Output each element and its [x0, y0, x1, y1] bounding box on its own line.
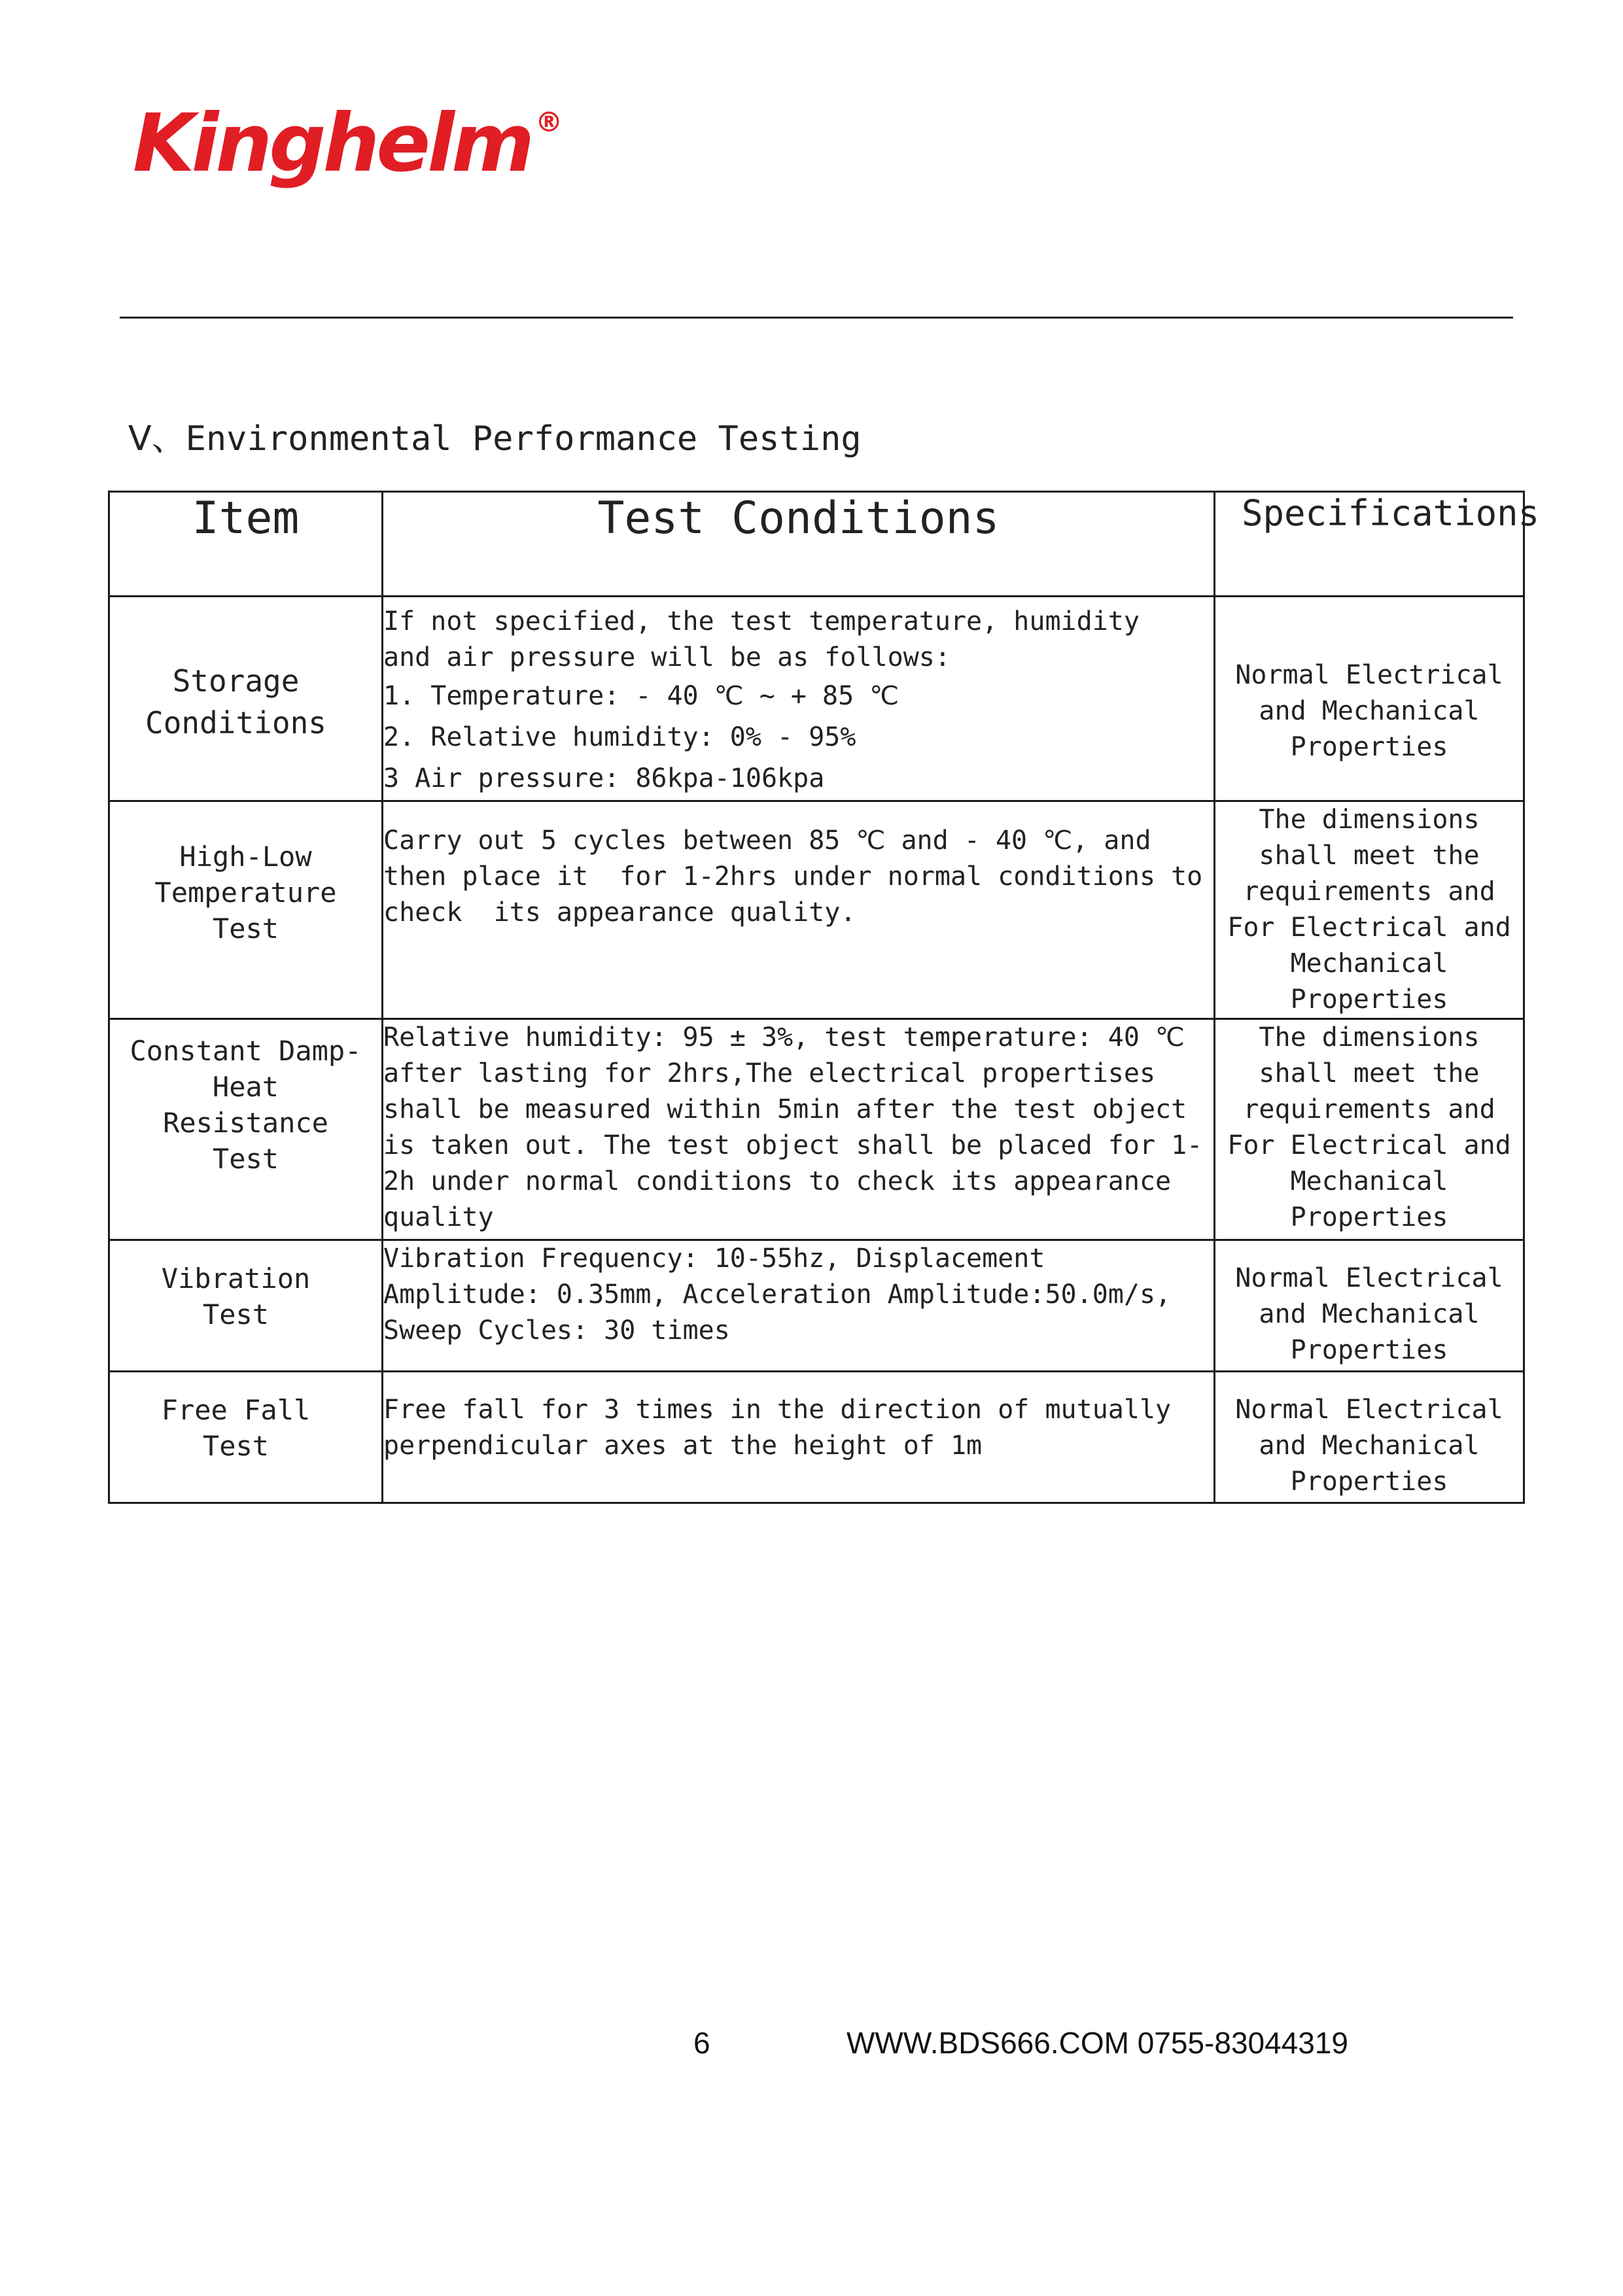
- item-cell: [109, 1019, 383, 1240]
- item-cell: [109, 801, 383, 1019]
- spec-line: and Mechanical: [1259, 1299, 1480, 1329]
- spec-line: Properties: [1290, 1467, 1448, 1497]
- spec-line: and Mechanical: [1259, 696, 1480, 726]
- item-cell: [109, 1372, 383, 1503]
- conditions-cell: [383, 801, 1215, 1019]
- specifications-cell: [1215, 597, 1524, 801]
- item-line: Conditions: [145, 705, 326, 740]
- table-header-row: [109, 492, 1524, 597]
- item-line: Test: [202, 1430, 270, 1462]
- conditions-line: after lasting for 2hrs,The electrical propertises: [383, 1058, 1156, 1088]
- conditions-cell: [383, 1019, 1215, 1240]
- spec-line: Properties: [1290, 732, 1448, 762]
- conditions-line: Vibration Frequency: 10-55hz, Displacement: [383, 1244, 1045, 1274]
- spec-line: For Electrical and: [1227, 1130, 1511, 1160]
- conditions-line: then place it for 1-2hrs under normal conditions to: [383, 861, 1203, 892]
- item-line: Heat: [212, 1071, 279, 1103]
- item-line: High-Low: [179, 841, 312, 873]
- item-line: Test: [212, 1143, 279, 1175]
- item-line: Test: [212, 913, 279, 945]
- conditions-cell: [383, 1372, 1215, 1503]
- item-line: Storage: [172, 663, 300, 699]
- kinghelm-logo: [133, 97, 563, 190]
- table-row: [109, 801, 1524, 1019]
- conditions-line: shall be measured within 5min after the test object: [383, 1094, 1187, 1124]
- conditions-line: perpendicular axes at the height of 1m: [383, 1431, 983, 1461]
- conditions-line: Amplitude: 0.35mm, Acceleration Amplitude:50.0m/s,: [383, 1279, 1172, 1310]
- conditions-line: 2. Relative humidity: 0% - 95%: [383, 722, 856, 752]
- spec-line: Mechanical: [1290, 948, 1448, 979]
- item-line: Constant Damp-: [130, 1035, 362, 1067]
- specifications-cell: [1215, 1019, 1524, 1240]
- spec-line: The dimensions: [1259, 1022, 1480, 1052]
- conditions-line: 3 Air pressure: 86kpa-106kpa: [383, 763, 825, 793]
- item-line: Test: [202, 1298, 270, 1331]
- specifications-cell: [1215, 1240, 1524, 1372]
- page-number: 6: [693, 2026, 710, 2060]
- registered-mark: ®: [535, 106, 563, 138]
- environmental-test-table: [108, 491, 1540, 1504]
- table-row: [109, 1240, 1524, 1372]
- conditions-line: 2h under normal conditions to check its appearance: [383, 1166, 1172, 1196]
- logo-text: Kinghelm: [133, 97, 532, 190]
- spec-line: requirements and: [1243, 1094, 1495, 1124]
- conditions-line: Free fall for 3 times in the direction of mutually: [383, 1395, 1172, 1425]
- table-row: [109, 1372, 1524, 1503]
- table-row: [109, 1019, 1524, 1240]
- conditions-cell: [383, 597, 1215, 801]
- spec-line: shall meet the: [1259, 841, 1480, 871]
- conditions-line: If not specified, the test temperature, humidity: [383, 606, 1140, 636]
- spec-line: Normal Electrical: [1235, 1395, 1503, 1425]
- header-item: Item: [109, 492, 383, 597]
- table-row: [109, 597, 1524, 801]
- conditions-line: quality: [383, 1202, 494, 1232]
- conditions-line: check its appearance quality.: [383, 897, 856, 928]
- item-line: Vibration: [161, 1262, 311, 1295]
- spec-line: shall meet the: [1259, 1058, 1480, 1088]
- item-line: Free Fall: [161, 1394, 311, 1426]
- footer-website-phone: WWW.BDS666.COM 0755-83044319: [846, 2026, 1349, 2060]
- spec-line: The dimensions: [1259, 805, 1480, 835]
- item-line: Temperature: [154, 877, 337, 909]
- spec-line: and Mechanical: [1259, 1431, 1480, 1461]
- section-title: Ⅴ、Environmental Performance Testing: [128, 419, 862, 459]
- conditions-cell: [383, 1240, 1215, 1372]
- conditions-line: Relative humidity: 95 ± 3%, test temperature: 40 ℃: [383, 1022, 1185, 1052]
- conditions-line: Carry out 5 cycles between 85 ℃ and - 40 ℃, and: [383, 826, 1151, 856]
- conditions-line: and air pressure will be as follows:: [383, 642, 951, 672]
- spec-line: Properties: [1290, 1335, 1448, 1365]
- spec-line: Properties: [1290, 1202, 1448, 1232]
- spec-line: requirements and: [1243, 877, 1495, 907]
- spec-line: Normal Electrical: [1235, 660, 1503, 690]
- header-test-conditions: Test Conditions: [383, 492, 1215, 597]
- conditions-line: Sweep Cycles: 30 times: [383, 1315, 730, 1346]
- spec-line: Normal Electrical: [1235, 1263, 1503, 1293]
- specifications-cell: [1215, 1372, 1524, 1503]
- item-line: Resistance: [163, 1107, 328, 1139]
- spec-line: Properties: [1290, 984, 1448, 1015]
- spec-line: For Electrical and: [1227, 913, 1511, 943]
- specifications-cell: [1215, 801, 1524, 1019]
- spec-line: Mechanical: [1290, 1166, 1448, 1196]
- conditions-line: 1. Temperature: - 40 ℃ ~ + 85 ℃: [383, 681, 899, 711]
- header-specifications: Specifications: [1215, 492, 1524, 597]
- header-divider: [120, 317, 1513, 319]
- conditions-line: is taken out. The test object shall be placed for 1-: [383, 1130, 1203, 1160]
- item-cell: [109, 1240, 383, 1372]
- item-cell: [109, 597, 383, 801]
